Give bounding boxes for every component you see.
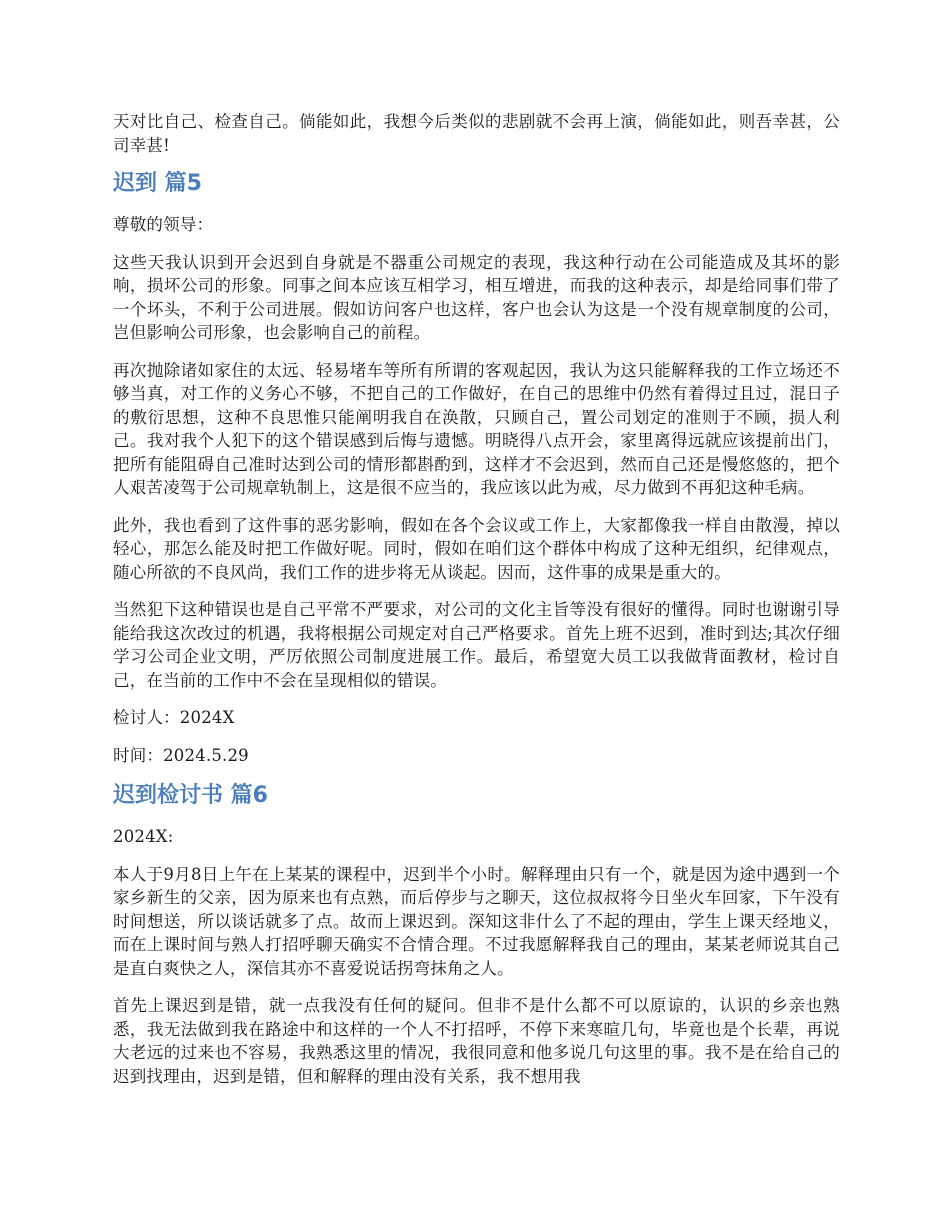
body-paragraph: 再次抛除诸如家住的太远、轻易堵车等所有所谓的客观起因，我认为这只能解释我的工作立场还不够当真，对工作的义务心不够，不把自己的工作做好，在自己的思维中仍然有着得过且过，混日子的敷衍思想，这种不良思惟只能阐明我自在涣散，只顾自己，置公司划定的准则于不顾，损人利己。我对我个人犯下的这个错误感到后悔与遗憾。明晓得八点开会，家里离得远就应该提前出门，把所有能阻碍自己准时达到公司的情形都斟酌到，这样才不会迟到，然而自己还是慢悠悠的，把个人艰苦凌驾于公司规章轨制上，这是很不应当的，我应该以此为戒，尽力做到不再犯这种毛病。 — [113, 360, 840, 497]
date-line: 时间：2024.5.29 — [113, 745, 249, 765]
intro-paragraph: 天对比自己、检查自己。倘能如此，我想今后类似的悲剧就不会再上演，倘能如此，则吾幸甚，公司幸甚! — [113, 112, 840, 155]
body-paragraph: 这些天我认识到开会迟到自身就是不器重公司规定的表现，我这种行动在公司能造成及其坏的影响，损坏公司的形象。同事之间本应该互相学习，相互增进，而我的这种表示，却是给同事们带了一个坏头，不利于公司进展。假如访问客户也这样，客户也会认为这是一个没有规章制度的公司，岂但影响公司形象，也会影响自己的前程。 — [113, 252, 840, 342]
section-heading-6: 迟到检讨书 篇6 — [113, 783, 268, 808]
body-paragraph: 首先上课迟到是错，就一点我没有任何的疑问。但非不是什么都不可以原谅的，认识的乡亲也熟悉，我无法做到我在路途中和这样的一个人不打招呼，不停下来寒暄几句，毕竟也是个长辈，再说大老远的过来也不容易，我熟悉这里的情况，我很同意和他多说几句这里的事。我不是在给自己的迟到找理由，迟到是错，但和解释的理由没有关系，我不想用我 — [113, 996, 840, 1086]
salutation: 2024X: — [113, 827, 174, 846]
body-paragraph: 本人于9月8日上午在上某某的课程中，迟到半个小时。解释理由只有一个，就是因为途中遇到一个家乡新生的父亲，因为原来也有点熟，而后停步与之聊天，这位叔叔将今日坐火车回家，下午没有时间想送，所以谈话就多了点。故而上课迟到。深知这非什么了不起的理由，学生上课天经地义，而在上课时间与熟人打招呼聊天确实不合情合理。不过我愿解释我自己的理由，某某老师说其自己是直白爽快之人，深信其亦不喜爱说话拐弯抹角之人。 — [113, 864, 840, 978]
body-paragraph: 此外，我也看到了这件事的恶劣影响，假如在各个会议或工作上，大家都像我一样自由散漫，掉以轻心，那怎么能及时把工作做好呢。同时，假如在咱们这个群体中构成了这种无组织，纪律观点，随心所欲的不良风尚，我们工作的进步将无从谈起。因而，这件事的成果是重大的。 — [113, 515, 840, 582]
signer-line: 检讨人：2024X — [113, 708, 235, 727]
body-paragraph: 当然犯下这种错误也是自己平常不严要求，对公司的文化主旨等没有很好的懂得。同时也谢谢引导能给我这次改过的机遇，我将根据公司规定对自己严格要求。首先上班不迟到，准时到达;其次仔细学习公司企业文明，严厉依照公司制度进展工作。最后，希望宽大员工以我做背面教材，检讨自己，在当前的工作中不会在呈现相似的错误。 — [113, 600, 840, 690]
section-heading-5: 迟到 篇5 — [113, 171, 202, 196]
document-page — [113, 110, 840, 1102]
salutation: 尊敬的领导： — [113, 215, 214, 234]
